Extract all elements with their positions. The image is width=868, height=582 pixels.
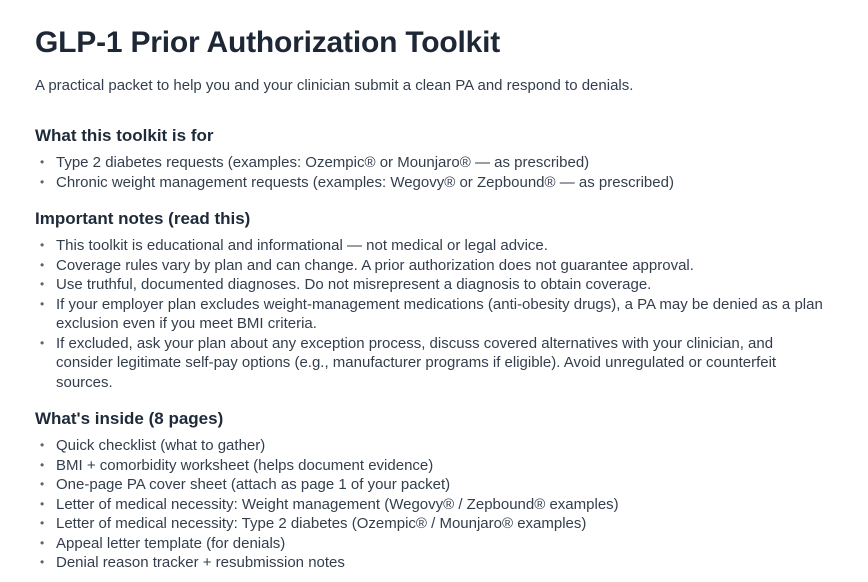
bullet-list xyxy=(35,236,830,392)
page-subtitle: A practical packet to help you and your clinician submit a clean PA and respond to denials. xyxy=(35,77,634,94)
section-heading: What's inside (8 pages) xyxy=(35,409,224,428)
list-item: • BMI + comorbidity worksheet (helps document evidence) xyxy=(35,456,830,476)
list-item: • Appeal letter template (for denials) xyxy=(35,534,830,554)
section-what-toolkit-is-for xyxy=(35,126,830,192)
list-item: • Letter of medical necessity: Type 2 diabetes (Ozempic® / Mounjaro® examples) xyxy=(35,514,830,534)
list-item: • One-page PA cover sheet (attach as page 1 of your packet) xyxy=(35,475,830,495)
list-item: • Type 2 diabetes requests (examples: Ozempic® or Mounjaro® — as prescribed) xyxy=(35,153,830,173)
list-item: • Coverage rules vary by plan and can change. A prior authorization does not guarantee approval. xyxy=(35,256,830,276)
list-item: • Chronic weight management requests (examples: Wegovy® or Zepbound® — as prescribed) xyxy=(35,173,830,193)
list-item: • This toolkit is educational and informational — not medical or legal advice. xyxy=(35,236,830,256)
list-item: • If excluded, ask your plan about any exception process, discuss covered alternatives with your clinician, and consider legitimate self-pay options (e.g., manufacturer programs if eligible). Avoid unregulated or counterfeit sources. xyxy=(35,334,830,393)
bullet-list xyxy=(35,153,830,192)
list-item: • If your employer plan excludes weight-management medications (anti-obesity drugs), a PA may be denied as a plan exclusion even if you meet BMI criteria. xyxy=(35,295,830,334)
section-heading: Important notes (read this) xyxy=(35,209,251,228)
list-item: • Denial reason tracker + resubmission notes xyxy=(35,553,830,573)
section-important-notes xyxy=(35,209,830,392)
bullet-list xyxy=(35,436,830,573)
page-title: GLP-1 Prior Authorization Toolkit xyxy=(35,26,501,59)
list-item: • Quick checklist (what to gather) xyxy=(35,436,830,456)
section-heading: What this toolkit is for xyxy=(35,126,214,145)
list-item: • Use truthful, documented diagnoses. Do not misrepresent a diagnosis to obtain coverage. xyxy=(35,275,830,295)
list-item: • Letter of medical necessity: Weight management (Wegovy® / Zepbound® examples) xyxy=(35,495,830,515)
section-whats-inside xyxy=(35,409,830,573)
